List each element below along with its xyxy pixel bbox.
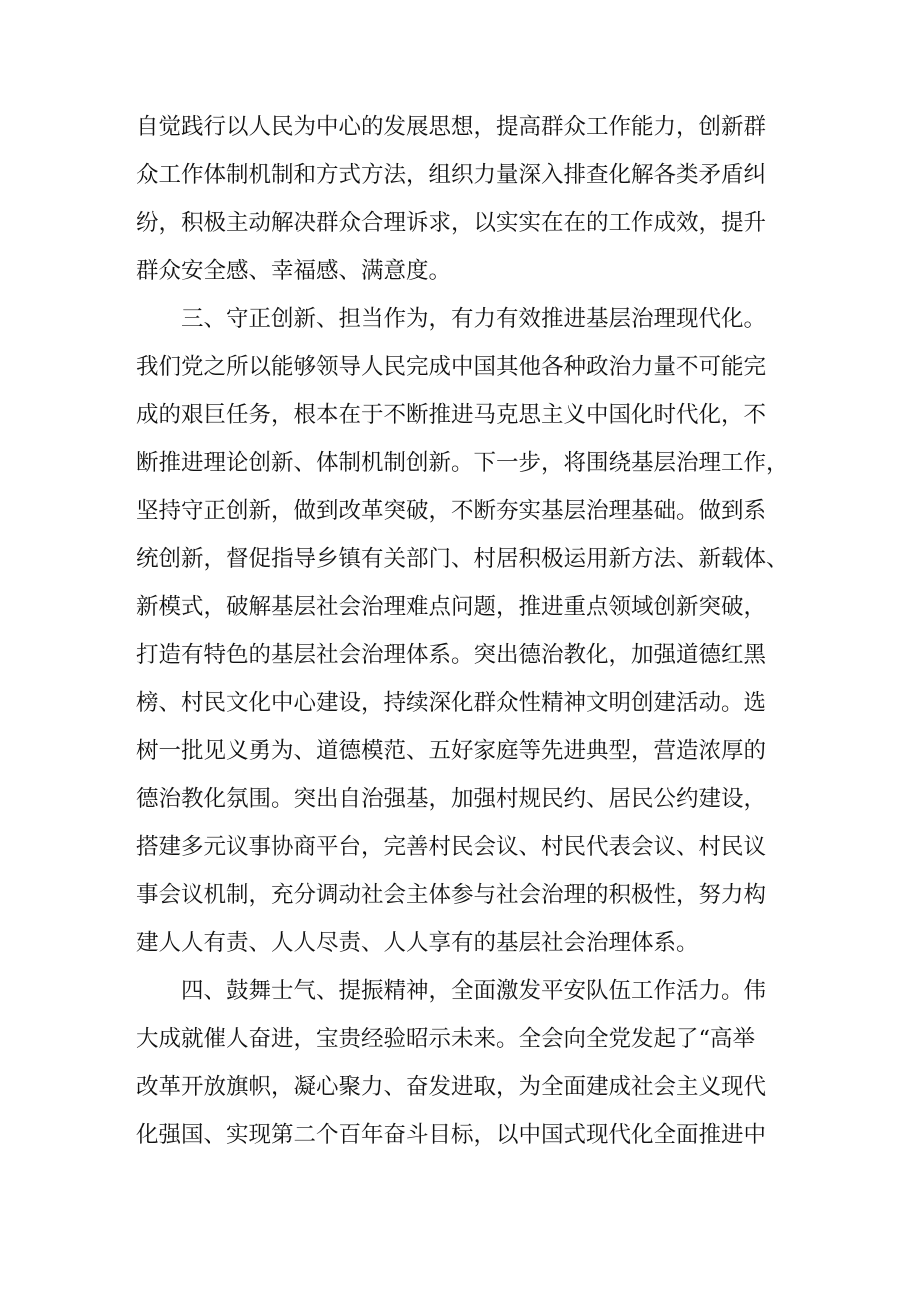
text-line: 化强国、实现第二个百年奋斗目标，以中国式现代化全面推进中	[136, 1122, 767, 1148]
text-line: 树一批见义勇为、道德模范、五好家庭等先进典型，营造浓厚的	[136, 738, 767, 764]
text-line: 改革开放旗帜，凝心聚力、奋发进取，为全面建成社会主义现代	[136, 1074, 767, 1100]
text-line: 我们党之所以能够领导人民完成中国其他各种政治力量不可能完	[136, 354, 767, 380]
text-line: 建人人有责、人人尽责、人人享有的基层社会治理体系。	[136, 930, 699, 956]
text-line: 坚持守正创新，做到改革突破，不断夯实基层治理基础。做到系	[136, 498, 767, 524]
text-line: 大成就催人奋进，宝贵经验昭示未来。全会向全党发起了“高举	[136, 1026, 756, 1052]
text-line: 搭建多元议事协商平台，完善村民会议、村民代表会议、村民议	[136, 834, 767, 860]
section-heading-line: 三、守正创新、担当作为，有力有效推进基层治理现代化。	[181, 306, 767, 332]
text-line: 事会议机制，充分调动社会主体参与社会治理的积极性，努力构	[136, 882, 767, 908]
text-line: 众工作体制机制和方式方法，组织力量深入排查化解各类矛盾纠	[136, 162, 767, 188]
text-line: 群众安全感、幸福感、满意度。	[136, 258, 452, 284]
text-line: 德治教化氛围。突出自治强基，加强村规民约、居民公约建设，	[136, 786, 767, 812]
text-line: 统创新，督促指导乡镇有关部门、村居积极运用新方法、新载体、	[136, 546, 789, 572]
text-line: 新模式，破解基层社会治理难点问题，推进重点领域创新突破，	[136, 594, 767, 620]
text-line: 断推进理论创新、体制机制创新。下一步，将围绕基层治理工作，	[136, 450, 789, 476]
text-line: 打造有特色的基层社会治理体系。突出德治教化，加强道德红黑	[136, 642, 767, 668]
text-line: 成的艰巨任务，根本在于不断推进马克思主义中国化时代化，不	[136, 402, 767, 428]
section-heading-line: 四、鼓舞士气、提振精神，全面激发平安队伍工作活力。伟	[181, 978, 767, 1004]
text-line: 自觉践行以人民为中心的发展思想，提高群众工作能力，创新群	[136, 114, 767, 140]
text-line: 榜、村民文化中心建设，持续深化群众性精神文明创建活动。选	[136, 690, 767, 716]
text-line: 纷，积极主动解决群众合理诉求，以实实在在的工作成效，提升	[136, 210, 767, 236]
